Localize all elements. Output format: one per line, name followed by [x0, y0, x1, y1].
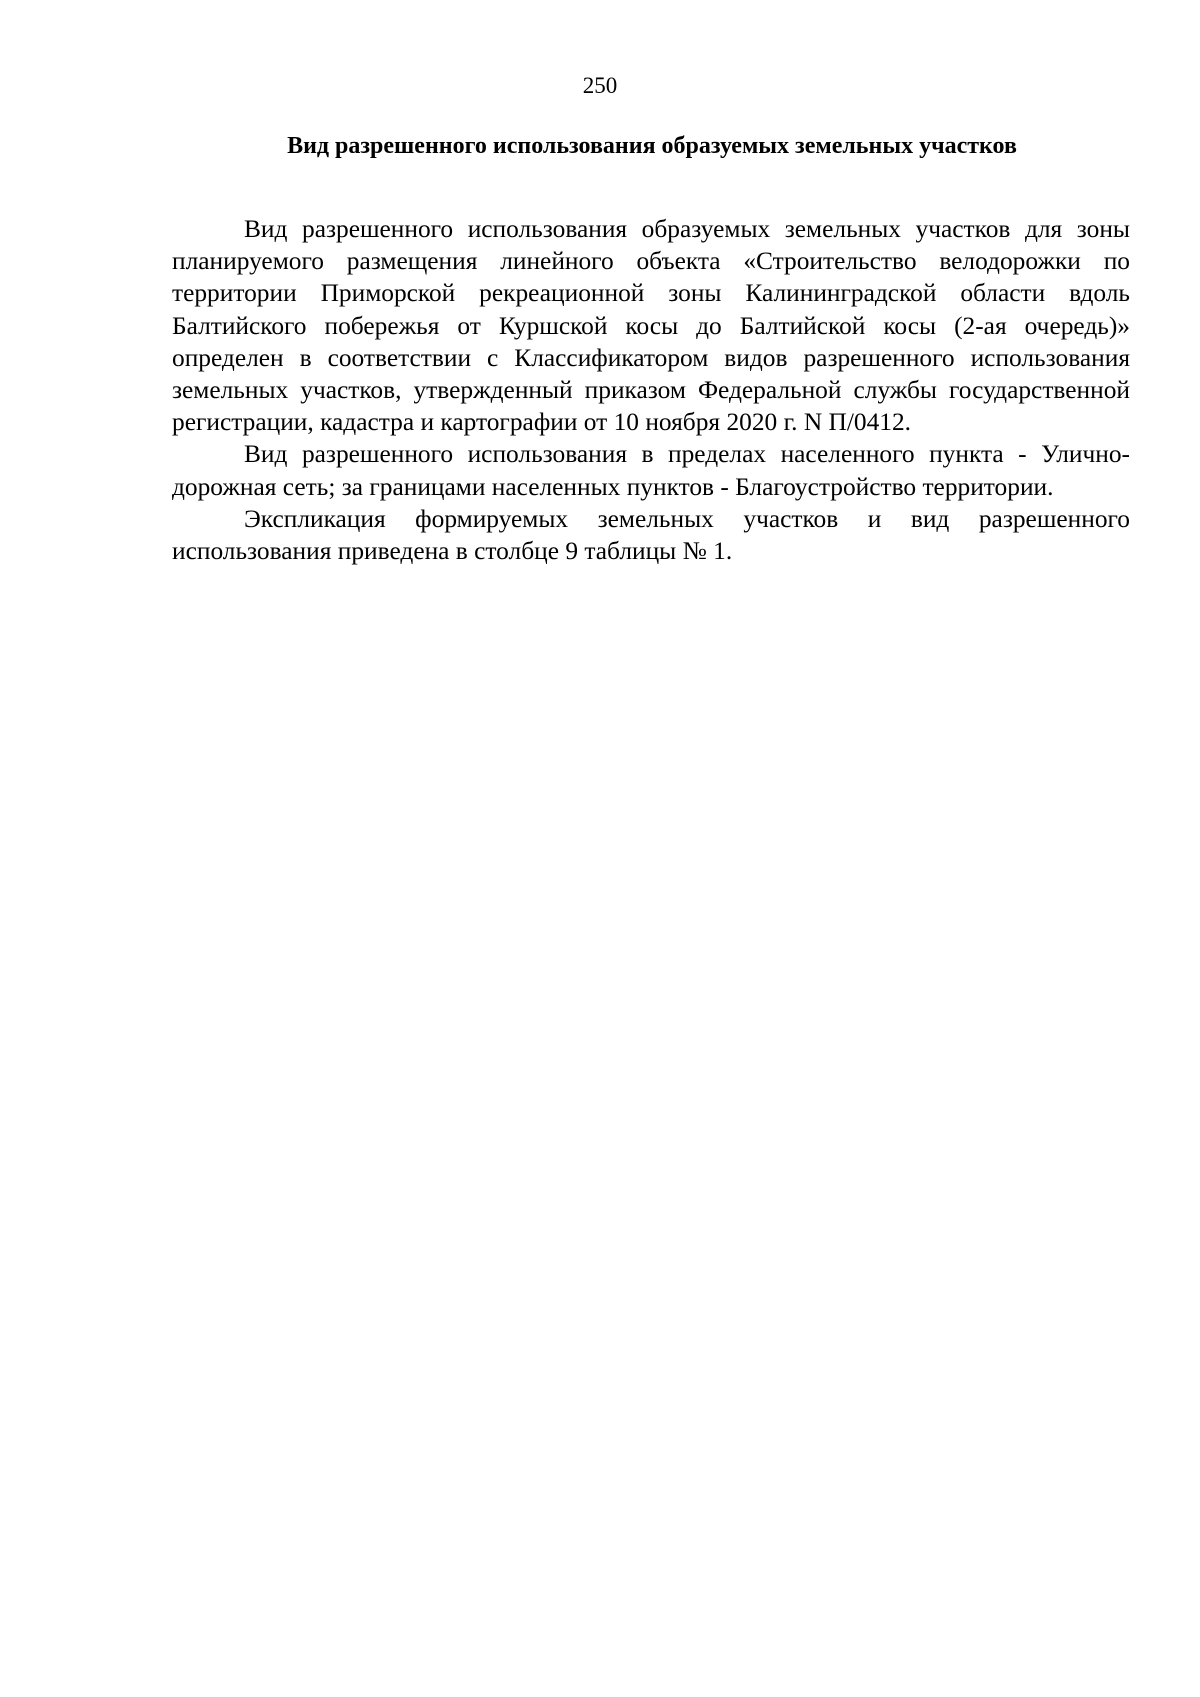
paragraph: Вид разрешенного использования в пределах населенного пункта - Улично-дорожная сеть; за границами населенных пунктов - Благоустройство территории. — [172, 440, 1130, 501]
page-number: 250 — [582, 73, 618, 98]
page-title: Вид разрешенного использования образуемых земельных участков — [287, 133, 1017, 159]
paragraph: Экспликация формируемых земельных участков и вид разрешенного использования приведена в столбце 9 таблицы № 1. — [172, 504, 1130, 566]
document-body — [172, 213, 1130, 567]
paragraph: Вид разрешенного использования образуемых земельных участков для зоны планируемого размещения линейного объекта «Строительство велодорожки по территории Приморской рекреационной зоны Калининградской области вдоль Балтийского побережья от Куршской косы до Балтийской косы (2-ая очередь)» определен в соответствии с Классификатором видов разрешенного использования земельных участков, утвержденный приказом Федеральной службы государственной регистрации, кадастра и картографии от 10 ноября 2020 г. N П/0412. — [172, 215, 1130, 437]
